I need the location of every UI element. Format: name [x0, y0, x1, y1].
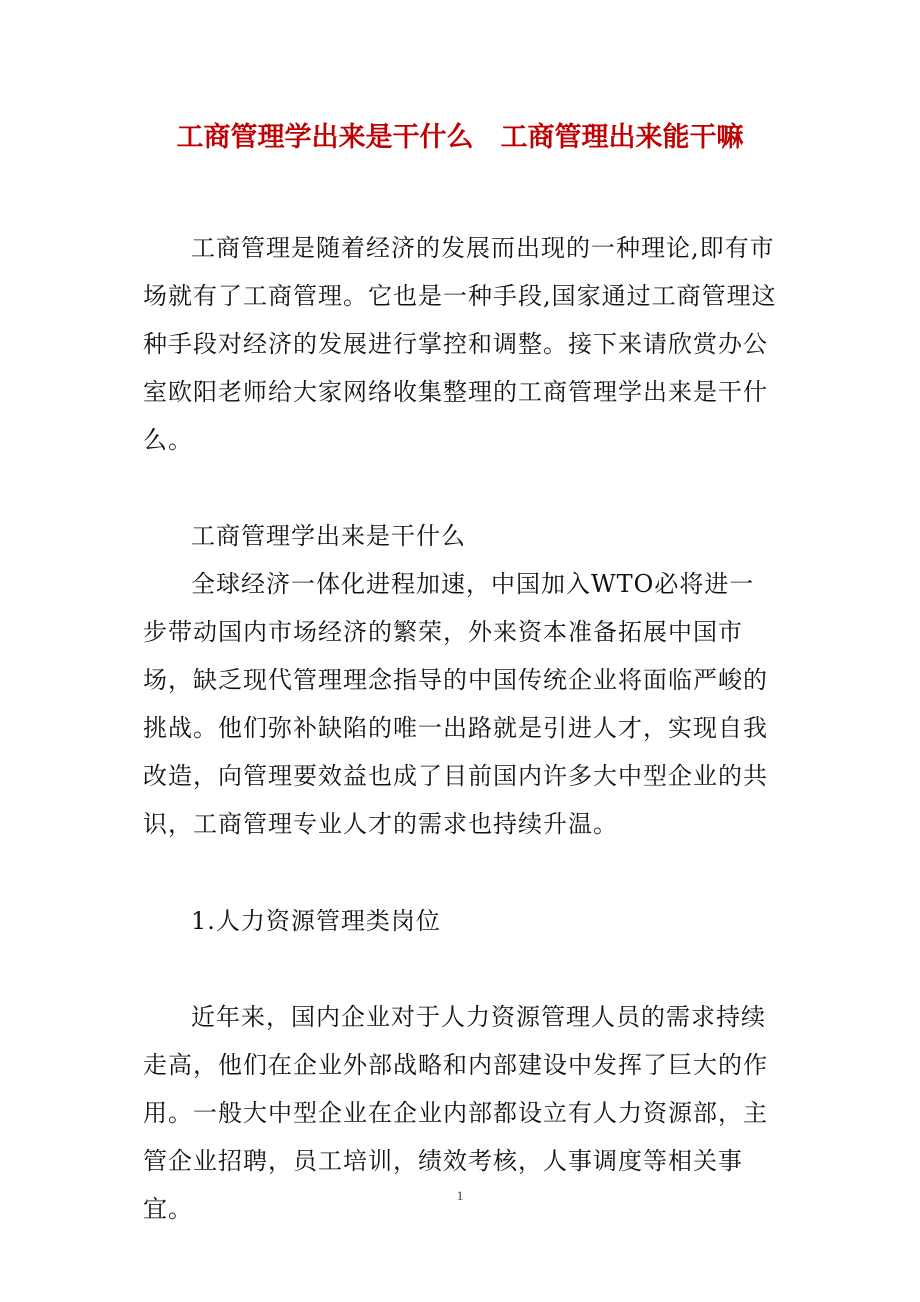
item-1-paragraph: 近年来，国内企业对于人力资源管理人员的需求持续走高，他们在企业外部战略和内部建设中发挥了巨大的作用。一般大中型企业在企业内部都设立有人力资源部，主管企业招聘，员工培训，绩效考核，人事调度等相关事宜。 — [143, 1003, 768, 1223]
title-part-2: 工商管理出来能干嘛 — [500, 122, 744, 153]
document-title — [0, 118, 920, 158]
section-paragraph: 全球经济一体化进程加速，中国加入WTO必将进一步带动国内市场经济的繁荣，外来资本准备拓展中国市场，缺乏现代管理理念指导的中国传统企业将面临严峻的挑战。他们弥补缺陷的唯一出路就是引进人才，实现自我改造，向管理要效益也成了目前国内许多大中型企业的共识，工商管理专业人才的需求也持续升温。 — [143, 570, 768, 838]
intro-paragraph: 工商管理是随着经济的发展而出现的一种理论,即有市场就有了工商管理。它也是一种手段,国家通过工商管理这种手段对经济的发展进行掌控和调整。接下来请欣赏办公室欧阳老师给大家网络收集整理的工商管理学出来是干什么。 — [143, 234, 777, 454]
page-number: 1 — [456, 1188, 464, 1203]
section-heading: 工商管理学出来是干什么 — [191, 522, 466, 550]
title-part-1: 工商管理学出来是干什么 — [176, 122, 474, 153]
item-1-heading: 1.人力资源管理类岗位 — [191, 907, 441, 935]
